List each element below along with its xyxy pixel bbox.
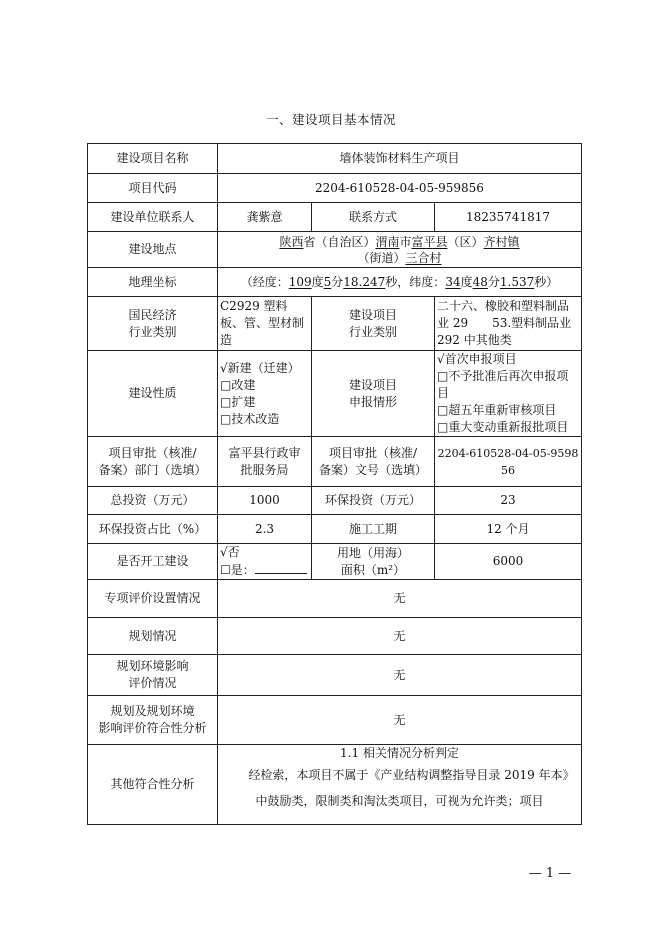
approval-doc-label-line1: 项目审批（核准/ xyxy=(328,445,418,460)
approval-dept-value-line1: 富平县行政审 xyxy=(228,445,301,460)
project-code-value: 2204-610528-04-05-959856 xyxy=(218,174,582,203)
location-label: 建设地点 xyxy=(88,232,218,268)
project-industry-label-line2: 行业类别 xyxy=(348,324,397,339)
approval-dept-value-line2: 批服务局 xyxy=(240,462,289,477)
planning-label: 规划情况 xyxy=(88,618,218,655)
nature-option-new: √新建（迁建） xyxy=(220,360,300,375)
project-industry-value: 二十六、橡胶和塑料制品业 29 53.塑料制品业 292 中其他类 xyxy=(435,297,582,351)
planning-conformity-label xyxy=(88,696,218,745)
other-conformity-label: 其他符合性分析 xyxy=(88,745,218,825)
section-heading: 一、建设项目基本情况 xyxy=(265,112,396,127)
location-province: 陕西 xyxy=(279,234,304,249)
coordinates-value xyxy=(218,268,582,297)
planning-env-label xyxy=(88,655,218,696)
nature-options xyxy=(218,351,312,437)
planning-conformity-label-line1: 规划及规划环境 xyxy=(110,704,195,718)
contact-phone: 18235741817 xyxy=(435,203,582,232)
contact-label: 建设单位联系人 xyxy=(88,203,218,232)
longitude-seconds: 18.247 xyxy=(343,274,386,289)
started-options xyxy=(218,544,312,580)
project-industry-label xyxy=(312,297,435,351)
row-started xyxy=(88,544,582,580)
special-eval-label: 专项评价设置情况 xyxy=(88,580,218,618)
row-project-name xyxy=(88,144,582,174)
approval-dept-label-line2: 备案）部门（选填） xyxy=(98,462,207,477)
started-option-yes-label: ☐是： xyxy=(220,563,255,577)
contact-method-label: 联系方式 xyxy=(312,203,435,232)
latitude-degrees: 34 xyxy=(445,274,461,289)
row-coordinates xyxy=(88,268,582,297)
land-area-label-line1: 用地（用海） xyxy=(336,545,409,560)
started-option-no: √否 xyxy=(220,545,240,559)
application-type-label-line1: 建设项目 xyxy=(348,377,397,392)
longitude-degrees: 109 xyxy=(288,274,312,289)
project-industry-label-line1: 建设项目 xyxy=(348,307,397,322)
application-type-options xyxy=(435,351,582,437)
planning-env-label-line2: 评价情况 xyxy=(128,676,177,690)
project-name-value: 墙体装饰材料生产项目 xyxy=(218,144,582,174)
nature-option-tech: □技术改造 xyxy=(220,411,280,426)
nature-option-expand: □扩建 xyxy=(220,394,256,409)
location-city: 渭南 xyxy=(375,234,400,249)
row-special-eval xyxy=(88,580,582,618)
approval-dept-label-line1: 项目审批（核准/ xyxy=(108,445,197,460)
coords-min-1: 分 xyxy=(331,274,344,289)
land-area-label xyxy=(312,544,435,580)
industry-label-line1: 国民经济 xyxy=(128,307,177,322)
planning-value: 无 xyxy=(218,618,582,655)
application-option-five-year: □超五年重新审核项目 xyxy=(437,403,557,417)
row-approval xyxy=(88,437,582,487)
contact-name: 龚紫意 xyxy=(218,203,312,232)
latitude-seconds: 1.537 xyxy=(499,274,535,289)
nature-option-rebuild: □改建 xyxy=(220,377,256,392)
started-label: 是否开工建设 xyxy=(88,544,218,580)
application-type-label xyxy=(312,351,435,437)
coords-deg-1: 度 xyxy=(311,274,324,289)
planning-env-value: 无 xyxy=(218,655,582,696)
construction-period-label: 施工工期 xyxy=(312,515,435,544)
row-location xyxy=(88,232,582,268)
approval-doc-number: 2204-610528-04-05-959856 xyxy=(435,437,582,487)
row-planning-env xyxy=(88,655,582,696)
row-other-conformity xyxy=(88,745,582,825)
row-project-code xyxy=(88,174,582,203)
coords-deg-2: 度 xyxy=(460,274,473,289)
application-option-first: √首次申报项目 xyxy=(437,352,517,366)
approval-dept-value xyxy=(218,437,312,487)
env-ratio-label: 环保投资占比（%） xyxy=(88,515,218,544)
other-conformity-paragraph: 经检索，本项目不属于《产业结构调整指导目录 2019 年本》中鼓励类，限制类和淘汰类项目，可视为允许类；项目 xyxy=(248,768,575,808)
special-eval-value: 无 xyxy=(218,580,582,618)
coords-close: 秒） xyxy=(534,274,559,289)
application-option-major-change: □重大变动重新报批项目 xyxy=(437,420,569,434)
row-contact xyxy=(88,203,582,232)
latitude-minutes: 48 xyxy=(472,274,488,289)
env-investment-value: 23 xyxy=(435,487,582,515)
industry-label xyxy=(88,297,218,351)
location-province-suffix: 省（自治区） xyxy=(303,234,376,249)
coords-open: （经度： xyxy=(240,274,289,289)
planning-env-label-line1: 规划环境影响 xyxy=(116,659,189,673)
coords-min-2: 分 xyxy=(487,274,500,289)
started-option-yes xyxy=(220,561,309,579)
location-county-suffix: （区） xyxy=(447,234,484,249)
application-option-resubmit: □不予批准后再次申报项目 xyxy=(437,369,569,400)
other-conformity-subheading: 1.1 相关情况分析判定 xyxy=(340,746,459,760)
row-planning xyxy=(88,618,582,655)
row-planning-conformity xyxy=(88,696,582,745)
project-code-label: 项目代码 xyxy=(88,174,218,203)
row-investment xyxy=(88,487,582,515)
industry-value: C2929 塑料板、管、型材制造 xyxy=(218,297,312,351)
coords-mid: 秒，纬度： xyxy=(385,274,446,289)
industry-label-line2: 行业类别 xyxy=(128,324,177,339)
location-city-suffix: 市 xyxy=(399,234,412,249)
other-conformity-content xyxy=(218,745,582,825)
planning-conformity-value: 无 xyxy=(218,696,582,745)
application-type-label-line2: 申报情形 xyxy=(348,394,397,409)
location-town-suffix: （街道） xyxy=(357,250,406,265)
coordinates-label: 地理坐标 xyxy=(88,268,218,297)
approval-doc-label xyxy=(312,437,435,487)
planning-conformity-label-line2: 影响评价符合性分析 xyxy=(98,721,207,735)
approval-dept-label xyxy=(88,437,218,487)
project-name-label: 建设项目名称 xyxy=(88,144,218,174)
row-ratio xyxy=(88,515,582,544)
started-fill-line xyxy=(255,561,307,574)
location-value xyxy=(218,232,582,268)
page-number: — 1 — xyxy=(528,866,572,881)
land-area-value: 6000 xyxy=(435,544,582,580)
env-investment-label: 环保投资（万元） xyxy=(312,487,435,515)
longitude-minutes: 5 xyxy=(323,274,332,289)
env-ratio-value: 2.3 xyxy=(218,515,312,544)
location-town: 齐村镇 xyxy=(483,234,520,249)
total-investment-label: 总投资（万元） xyxy=(88,487,218,515)
total-investment-value: 1000 xyxy=(218,487,312,515)
project-info-table xyxy=(87,143,582,825)
location-village: 三合村 xyxy=(405,250,442,265)
approval-doc-label-line2: 备案）文号（选填） xyxy=(318,462,427,477)
land-area-label-line2: 面积（m²） xyxy=(340,562,406,577)
row-industry xyxy=(88,297,582,351)
construction-period-value: 12 个月 xyxy=(435,515,582,544)
row-nature xyxy=(88,351,582,437)
location-county: 富平县 xyxy=(411,234,448,249)
nature-label: 建设性质 xyxy=(88,351,218,437)
